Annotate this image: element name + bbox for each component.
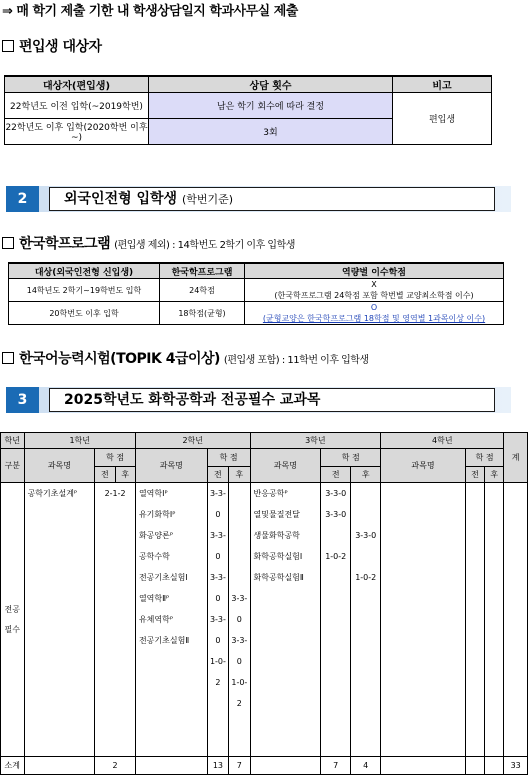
credit-value	[229, 546, 249, 567]
credit-value	[229, 483, 249, 504]
subject-name: 공학기초설계ᴾ	[27, 489, 77, 498]
header-credit: 학 점	[95, 449, 136, 467]
credit-value	[208, 735, 228, 756]
credit-value: 3-3-0	[231, 636, 248, 666]
year3-sem2	[351, 483, 381, 757]
transfer-heading-text: 편입생 대상자	[19, 39, 102, 55]
subtotal-y3s2: 4	[351, 757, 381, 775]
credit-value	[229, 567, 249, 588]
checkbox-square-icon	[2, 352, 14, 364]
total-cell	[504, 483, 528, 757]
credit-value: 3-3-0	[355, 531, 377, 540]
checkbox-square-icon	[2, 237, 14, 249]
header-sem1: 전	[465, 467, 484, 483]
cell-count: 남은 학기 회수에 따라 결정	[149, 93, 393, 119]
header-sem2: 후	[485, 467, 504, 483]
section-3-bar	[6, 387, 511, 413]
header-sem1: 전	[95, 467, 115, 483]
credit-value: 1-0-2	[325, 552, 347, 561]
header-division: 구분	[1, 449, 25, 483]
year2-sem1	[207, 483, 228, 757]
credit-value: 3-3-0	[231, 594, 248, 624]
credit-value: 3-3-0	[209, 615, 226, 645]
col-count: 상담 횟수	[149, 76, 393, 93]
topik-heading: 한국어능력시험(TOPIK 4급이상) (편입생 포함) : 11학번 이후 입학생	[2, 348, 369, 368]
year4-sem1	[465, 483, 484, 757]
subject-name: 화공양론ᴾ	[138, 531, 173, 540]
credit-value: 3-3-0	[325, 510, 347, 519]
col-target: 대상(외국인전형 신입생)	[9, 263, 160, 279]
year4-sem2	[485, 483, 504, 757]
subtotal-y2s2: 7	[229, 757, 250, 775]
cell-target: 20학번도 이후 입학	[9, 302, 160, 325]
cell-credits: O (균형교양은 한국학프로그램 18학점 및 영역별 1과목이상 이수)	[245, 302, 504, 325]
subtotal-row	[1, 757, 528, 775]
table-row	[9, 279, 504, 302]
submission-note: ⇒ 매 학기 제출 기한 내 학생상담일지 학과사무실 제출	[2, 4, 298, 19]
header-year-2: 2학년	[135, 433, 250, 449]
header-sem1: 전	[321, 467, 351, 483]
credit-value: 1-0-2	[355, 573, 377, 582]
header-sem1: 전	[207, 467, 228, 483]
subject-name: 유기화학Ⅰᴾ	[138, 510, 176, 519]
checkbox-square-icon	[2, 40, 14, 52]
subject-name: 열역학Ⅱᴾ	[138, 594, 170, 603]
header-subject: 과목명	[135, 449, 207, 483]
cell-target: 22학년도 이후 입학(2020학번 이후~)	[5, 119, 149, 145]
year4-subjects	[381, 483, 466, 757]
credit-value	[208, 693, 228, 714]
credit-value	[321, 567, 350, 588]
curriculum-table	[0, 432, 528, 775]
section-title: 2025학년도 화학공학과 전공필수 교과목	[49, 388, 495, 412]
cell-kprog: 18학점(균형)	[160, 302, 245, 325]
header-credit: 학 점	[465, 449, 504, 467]
col-credits: 역량별 이수학점	[245, 263, 504, 279]
header-year-3: 3학년	[250, 433, 381, 449]
subject-name: 화학공학실험Ⅱ	[253, 573, 304, 582]
header-year-1: 1학년	[24, 433, 135, 449]
kprog-heading: 한국학프로그램 (편입생 제외) : 14학번도 2학기 이후 입학생	[2, 233, 295, 253]
cell-kprog: 24학점	[160, 279, 245, 302]
header-sem2: 후	[351, 467, 381, 483]
transfer-heading	[2, 36, 102, 56]
credit-value	[321, 525, 350, 546]
header-year: 학년	[1, 433, 25, 449]
subject-name: 유체역학ᴾ	[138, 615, 173, 624]
table-row	[1, 483, 528, 757]
transfer-table	[4, 75, 492, 145]
kprog-table	[8, 262, 504, 325]
credit-value: 3-3-0	[209, 531, 226, 561]
subject-name: 전공기초실험Ⅱ	[138, 636, 190, 645]
section-title-text: 외국인전형 입학생	[64, 191, 178, 207]
col-remark: 비고	[393, 76, 492, 93]
credit-value	[351, 546, 380, 567]
year3-subjects	[250, 483, 321, 757]
credit-value: 2-1-2	[104, 489, 126, 498]
header-total: 계	[504, 433, 528, 483]
credit-value	[208, 714, 228, 735]
col-kprog: 한국학프로그램	[160, 263, 245, 279]
subtotal-label: 소계	[1, 757, 25, 775]
section-number: 2	[6, 186, 39, 212]
subtotal-y3s1: 7	[321, 757, 351, 775]
subject-name: 전공기초실험Ⅰ	[138, 573, 188, 582]
subject-name: 열역학Ⅰᴾ	[138, 489, 168, 498]
credit-value: 3-3-0	[209, 573, 226, 603]
header-credit: 학 점	[207, 449, 250, 467]
header-year-4: 4학년	[381, 433, 504, 449]
header-subject: 과목명	[24, 449, 95, 483]
subject-name: 열및물질전달	[253, 510, 300, 519]
subject-name: 반응공학ᴾ	[253, 489, 288, 498]
section-number: 3	[6, 387, 39, 413]
credit-value: 3-3-0	[325, 489, 347, 498]
header-sem2: 후	[115, 467, 135, 483]
col-target: 대상자(편입생)	[5, 76, 149, 93]
credit-value: 3-3-0	[209, 489, 226, 519]
year3-sem1	[321, 483, 351, 757]
subtotal-y2s1: 13	[207, 757, 228, 775]
credit-value	[229, 504, 249, 525]
table-row	[9, 302, 504, 325]
header-sem2: 후	[229, 467, 250, 483]
cell-count: 3회	[149, 119, 393, 145]
credit-value	[229, 525, 249, 546]
section-2-bar	[6, 186, 511, 212]
cell-target: 22학년도 이전 입학(~2019학번)	[5, 93, 149, 119]
header-subject: 과목명	[250, 449, 321, 483]
table-row	[5, 93, 492, 119]
year2-sem2	[229, 483, 250, 757]
subtotal-y1: 2	[95, 757, 136, 775]
credit-value	[351, 483, 380, 504]
cell-remark: 편입생	[393, 93, 492, 145]
year2-subjects	[135, 483, 207, 757]
header-credit: 학 점	[321, 449, 381, 467]
cell-target: 14학년도 2학기~19학번도 입학	[9, 279, 160, 302]
header-subject: 과목명	[381, 449, 466, 483]
year1-subjects	[24, 483, 95, 757]
subject-name: 생물화학공학	[253, 531, 300, 540]
cell-credits: X (한국학프로그램 24학점 포함 학번별 교양최소학점 이수)	[245, 279, 504, 302]
subtotal-total: 33	[504, 757, 528, 775]
section-title	[49, 187, 495, 211]
section-title-sub: (학번기준)	[181, 193, 234, 206]
subject-name: 화학공학실험Ⅰ	[253, 552, 303, 561]
credit-value: 1-0-2	[209, 657, 226, 687]
subject-name: 공학수학	[138, 552, 170, 561]
division-label: 전공필수	[1, 483, 25, 757]
credit-value: 1-0-2	[231, 678, 248, 708]
year1-credits	[95, 483, 136, 757]
credit-value	[351, 504, 380, 525]
